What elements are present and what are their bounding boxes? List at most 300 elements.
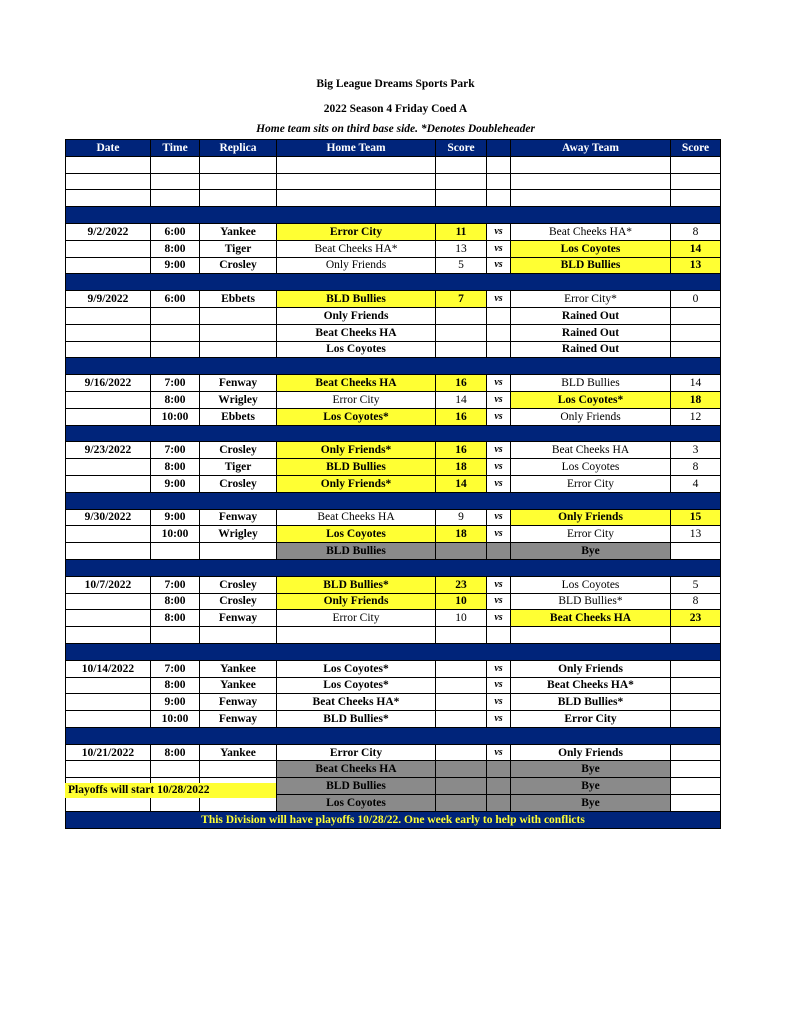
away-score-cell: 8 xyxy=(671,223,721,240)
date-cell xyxy=(66,761,151,778)
away-score-cell: 13 xyxy=(671,257,721,274)
empty-cell xyxy=(277,156,436,173)
home-team-cell: Beat Cheeks HA xyxy=(277,324,436,341)
replica-cell: Crosley xyxy=(200,442,277,459)
replica-cell: Ebbets xyxy=(200,408,277,425)
page-note: Home team sits on third base side. *Denotes Doubleheader xyxy=(256,123,535,135)
vs-cell xyxy=(487,324,511,341)
vs-cell: vs xyxy=(487,576,511,593)
vs-cell: vs xyxy=(487,593,511,610)
game-row xyxy=(66,694,721,711)
home-score-cell xyxy=(436,711,487,728)
separator-cell xyxy=(66,559,721,576)
away-team-cell: Los Coyotes* xyxy=(511,391,671,408)
away-team-cell: Rained Out xyxy=(511,307,671,324)
time-cell: 7:00 xyxy=(151,442,200,459)
time-cell xyxy=(151,543,200,560)
replica-cell: Crosley xyxy=(200,576,277,593)
empty-cell xyxy=(487,627,511,644)
separator-cell xyxy=(66,274,721,291)
away-team-cell: Error City* xyxy=(511,291,671,308)
col-header-time: Time xyxy=(151,140,200,157)
away-score-cell xyxy=(671,694,721,711)
bye-row xyxy=(66,543,721,560)
away-team-cell: BLD Bullies* xyxy=(511,694,671,711)
empty-cell xyxy=(277,627,436,644)
time-cell: 8:00 xyxy=(151,459,200,476)
game-row xyxy=(66,324,721,341)
away-score-cell: 4 xyxy=(671,475,721,492)
away-team-cell: Los Coyotes xyxy=(511,459,671,476)
date-cell: 9/23/2022 xyxy=(66,442,151,459)
replica-cell: Fenway xyxy=(200,610,277,627)
replica-cell: Tiger xyxy=(200,459,277,476)
time-cell: 6:00 xyxy=(151,223,200,240)
replica-cell: Fenway xyxy=(200,509,277,526)
away-team-cell: Rained Out xyxy=(511,324,671,341)
away-team-cell: Beat Cheeks HA* xyxy=(511,223,671,240)
home-score-cell: 16 xyxy=(436,442,487,459)
vs-cell: vs xyxy=(487,475,511,492)
game-row xyxy=(66,475,721,492)
home-score-cell xyxy=(436,677,487,694)
week-separator xyxy=(66,425,721,442)
empty-cell xyxy=(511,156,671,173)
game-row xyxy=(66,307,721,324)
home-team-cell: Los Coyotes* xyxy=(277,660,436,677)
replica-cell: Fenway xyxy=(200,711,277,728)
time-cell: 8:00 xyxy=(151,240,200,257)
vs-cell: vs xyxy=(487,526,511,543)
date-cell: 10/14/2022 xyxy=(66,660,151,677)
home-team-cell: Error City xyxy=(277,391,436,408)
game-row xyxy=(66,442,721,459)
home-team-cell: Los Coyotes* xyxy=(277,677,436,694)
home-score-cell xyxy=(436,744,487,761)
date-cell xyxy=(66,711,151,728)
empty-cell xyxy=(671,627,721,644)
week-separator xyxy=(66,207,721,224)
time-cell xyxy=(151,307,200,324)
replica-cell xyxy=(200,543,277,560)
game-row xyxy=(66,257,721,274)
vs-cell: vs xyxy=(487,291,511,308)
away-score-cell: 23 xyxy=(671,610,721,627)
away-score-cell xyxy=(671,711,721,728)
blank-row xyxy=(66,190,721,207)
time-cell: 7:00 xyxy=(151,375,200,392)
date-cell xyxy=(66,677,151,694)
empty-cell xyxy=(277,173,436,190)
date-cell: 9/2/2022 xyxy=(66,223,151,240)
home-score-cell: 14 xyxy=(436,391,487,408)
home-team-cell: Beat Cheeks HA xyxy=(277,509,436,526)
week-separator xyxy=(66,358,721,375)
vs-cell: vs xyxy=(487,442,511,459)
away-score-cell: 18 xyxy=(671,391,721,408)
empty-cell xyxy=(671,156,721,173)
home-team-cell: Error City xyxy=(277,610,436,627)
home-team-cell: BLD Bullies xyxy=(277,778,436,795)
blank-row xyxy=(66,627,721,644)
empty-cell xyxy=(436,627,487,644)
home-score-cell: 16 xyxy=(436,375,487,392)
page-title: Big League Dreams Sports Park xyxy=(316,78,475,90)
away-team-cell: Error City xyxy=(511,526,671,543)
date-cell: 9/30/2022 xyxy=(66,509,151,526)
home-score-cell: 11 xyxy=(436,223,487,240)
empty-cell xyxy=(487,173,511,190)
home-team-cell: Only Friends xyxy=(277,257,436,274)
replica-cell: Yankee xyxy=(200,677,277,694)
vs-cell: vs xyxy=(487,694,511,711)
home-team-cell: Beat Cheeks HA xyxy=(277,375,436,392)
date-cell xyxy=(66,694,151,711)
header-row xyxy=(66,140,721,157)
empty-cell xyxy=(511,190,671,207)
empty-cell xyxy=(436,190,487,207)
away-team-cell: Bye xyxy=(511,778,671,795)
away-score-cell: 0 xyxy=(671,291,721,308)
game-row xyxy=(66,526,721,543)
home-team-cell: BLD Bullies* xyxy=(277,711,436,728)
date-cell xyxy=(66,459,151,476)
footer-row xyxy=(66,811,721,828)
home-team-cell: Los Coyotes* xyxy=(277,408,436,425)
vs-cell: vs xyxy=(487,459,511,476)
game-row xyxy=(66,711,721,728)
week-separator xyxy=(66,492,721,509)
vs-cell: vs xyxy=(487,257,511,274)
empty-cell xyxy=(277,190,436,207)
empty-cell xyxy=(66,190,151,207)
away-team-cell: Error City xyxy=(511,475,671,492)
col-header-away-score: Score xyxy=(671,140,721,157)
away-team-cell: Los Coyotes xyxy=(511,576,671,593)
time-cell: 8:00 xyxy=(151,391,200,408)
time-cell xyxy=(151,341,200,358)
time-cell: 8:00 xyxy=(151,593,200,610)
schedule-table xyxy=(65,139,721,829)
away-team-cell: Only Friends xyxy=(511,509,671,526)
away-score-cell xyxy=(671,761,721,778)
date-cell xyxy=(66,341,151,358)
away-team-cell: BLD Bullies xyxy=(511,375,671,392)
home-score-cell xyxy=(436,660,487,677)
away-score-cell xyxy=(671,660,721,677)
week-separator xyxy=(66,274,721,291)
away-team-cell: Bye xyxy=(511,795,671,812)
away-score-cell xyxy=(671,307,721,324)
week-separator xyxy=(66,559,721,576)
away-team-cell: BLD Bullies* xyxy=(511,593,671,610)
date-cell: 10/7/2022 xyxy=(66,576,151,593)
away-team-cell: BLD Bullies xyxy=(511,257,671,274)
time-cell: 9:00 xyxy=(151,475,200,492)
home-team-cell: Beat Cheeks HA xyxy=(277,761,436,778)
game-row xyxy=(66,375,721,392)
col-header-home-team: Home Team xyxy=(277,140,436,157)
home-team-cell: Error City xyxy=(277,744,436,761)
home-team-cell: BLD Bullies xyxy=(277,459,436,476)
home-score-cell xyxy=(436,778,487,795)
away-team-cell: Rained Out xyxy=(511,341,671,358)
vs-cell: vs xyxy=(487,677,511,694)
home-score-cell xyxy=(436,761,487,778)
away-team-cell: Beat Cheeks HA* xyxy=(511,677,671,694)
home-score-cell: 10 xyxy=(436,610,487,627)
empty-cell xyxy=(487,156,511,173)
home-score-cell: 7 xyxy=(436,291,487,308)
away-team-cell: Only Friends xyxy=(511,660,671,677)
home-team-cell: Only Friends xyxy=(277,593,436,610)
vs-cell xyxy=(487,307,511,324)
playoffs-banner: This Division will have playoffs 10/28/22. One week early to help with conflicts xyxy=(66,811,721,828)
page-subtitle: 2022 Season 4 Friday Coed A xyxy=(323,103,468,115)
away-score-cell: 3 xyxy=(671,442,721,459)
replica-cell: Yankee xyxy=(200,660,277,677)
date-cell: 10/21/2022 xyxy=(66,744,151,761)
empty-cell xyxy=(66,156,151,173)
time-cell xyxy=(151,761,200,778)
away-team-cell: Error City xyxy=(511,711,671,728)
replica-cell: Crosley xyxy=(200,475,277,492)
replica-cell xyxy=(200,761,277,778)
replica-cell: Crosley xyxy=(200,257,277,274)
home-score-cell xyxy=(436,543,487,560)
away-score-cell xyxy=(671,795,721,812)
away-score-cell xyxy=(671,744,721,761)
vs-cell xyxy=(487,543,511,560)
date-cell xyxy=(66,391,151,408)
away-team-cell: Bye xyxy=(511,761,671,778)
away-team-cell: Beat Cheeks HA xyxy=(511,610,671,627)
home-team-cell: Los Coyotes xyxy=(277,341,436,358)
home-score-cell: 23 xyxy=(436,576,487,593)
vs-cell: vs xyxy=(487,240,511,257)
blank-row xyxy=(66,156,721,173)
date-cell xyxy=(66,543,151,560)
vs-cell xyxy=(487,795,511,812)
date-cell xyxy=(66,324,151,341)
game-row xyxy=(66,223,721,240)
time-cell: 9:00 xyxy=(151,694,200,711)
home-team-cell: Only Friends* xyxy=(277,475,436,492)
empty-cell xyxy=(151,156,200,173)
game-row xyxy=(66,610,721,627)
replica-cell: Wrigley xyxy=(200,391,277,408)
separator-cell xyxy=(66,727,721,744)
game-row xyxy=(66,341,721,358)
home-score-cell: 14 xyxy=(436,475,487,492)
away-team-cell: Only Friends xyxy=(511,744,671,761)
away-score-cell xyxy=(671,677,721,694)
col-header-home-score: Score xyxy=(436,140,487,157)
away-score-cell xyxy=(671,778,721,795)
vs-cell: vs xyxy=(487,375,511,392)
home-score-cell xyxy=(436,341,487,358)
time-cell: 8:00 xyxy=(151,744,200,761)
empty-cell xyxy=(200,190,277,207)
empty-cell xyxy=(436,173,487,190)
time-cell: 10:00 xyxy=(151,526,200,543)
away-team-cell: Only Friends xyxy=(511,408,671,425)
away-team-cell: Beat Cheeks HA xyxy=(511,442,671,459)
home-team-cell: Los Coyotes xyxy=(277,795,436,812)
blank-row xyxy=(66,173,721,190)
empty-cell xyxy=(200,627,277,644)
vs-cell: vs xyxy=(487,744,511,761)
schedule-body xyxy=(66,156,721,811)
away-score-cell: 5 xyxy=(671,576,721,593)
vs-cell xyxy=(487,778,511,795)
game-row xyxy=(66,408,721,425)
home-team-cell: BLD Bullies* xyxy=(277,576,436,593)
replica-cell: Wrigley xyxy=(200,526,277,543)
week-separator xyxy=(66,727,721,744)
col-header-vs xyxy=(487,140,511,157)
game-row xyxy=(66,391,721,408)
game-row xyxy=(66,660,721,677)
home-team-cell: Only Friends xyxy=(277,307,436,324)
time-cell: 8:00 xyxy=(151,677,200,694)
vs-cell: vs xyxy=(487,509,511,526)
away-score-cell xyxy=(671,341,721,358)
empty-cell xyxy=(151,627,200,644)
empty-cell xyxy=(671,190,721,207)
home-team-cell: Only Friends* xyxy=(277,442,436,459)
empty-cell xyxy=(66,627,151,644)
game-row xyxy=(66,677,721,694)
game-row xyxy=(66,291,721,308)
time-cell: 8:00 xyxy=(151,610,200,627)
away-score-cell xyxy=(671,543,721,560)
date-cell xyxy=(66,408,151,425)
away-team-cell: Bye xyxy=(511,543,671,560)
empty-cell xyxy=(487,190,511,207)
home-team-cell: Beat Cheeks HA* xyxy=(277,240,436,257)
empty-cell xyxy=(151,173,200,190)
col-header-date: Date xyxy=(66,140,151,157)
separator-cell xyxy=(66,358,721,375)
home-score-cell: 10 xyxy=(436,593,487,610)
game-row xyxy=(66,576,721,593)
away-team-cell: Los Coyotes xyxy=(511,240,671,257)
game-row xyxy=(66,240,721,257)
empty-cell xyxy=(200,173,277,190)
time-cell: 6:00 xyxy=(151,291,200,308)
empty-cell xyxy=(511,627,671,644)
home-team-cell: Beat Cheeks HA* xyxy=(277,694,436,711)
away-score-cell: 12 xyxy=(671,408,721,425)
home-score-cell: 13 xyxy=(436,240,487,257)
home-score-cell: 16 xyxy=(436,408,487,425)
replica-cell: Yankee xyxy=(200,744,277,761)
empty-cell xyxy=(511,173,671,190)
time-cell: 9:00 xyxy=(151,257,200,274)
away-score-cell: 14 xyxy=(671,375,721,392)
away-score-cell: 13 xyxy=(671,526,721,543)
home-score-cell xyxy=(436,795,487,812)
vs-cell: vs xyxy=(487,610,511,627)
separator-cell xyxy=(66,425,721,442)
home-team-cell: Los Coyotes xyxy=(277,526,436,543)
replica-cell: Fenway xyxy=(200,375,277,392)
home-score-cell xyxy=(436,694,487,711)
away-score-cell: 8 xyxy=(671,459,721,476)
vs-cell: vs xyxy=(487,408,511,425)
vs-cell: vs xyxy=(487,711,511,728)
col-header-away-team: Away Team xyxy=(511,140,671,157)
home-score-cell xyxy=(436,307,487,324)
vs-cell: vs xyxy=(487,391,511,408)
time-cell: 10:00 xyxy=(151,711,200,728)
time-cell: 9:00 xyxy=(151,509,200,526)
home-score-cell: 5 xyxy=(436,257,487,274)
home-score-cell: 18 xyxy=(436,459,487,476)
vs-cell xyxy=(487,761,511,778)
date-cell xyxy=(66,526,151,543)
time-cell: 7:00 xyxy=(151,576,200,593)
vs-cell: vs xyxy=(487,223,511,240)
week-separator xyxy=(66,643,721,660)
replica-cell: Crosley xyxy=(200,593,277,610)
date-cell xyxy=(66,475,151,492)
empty-cell xyxy=(200,156,277,173)
col-header-replica: Replica xyxy=(200,140,277,157)
replica-cell: Tiger xyxy=(200,240,277,257)
away-score-cell: 8 xyxy=(671,593,721,610)
game-row xyxy=(66,459,721,476)
replica-cell: Fenway xyxy=(200,694,277,711)
empty-cell xyxy=(436,156,487,173)
time-cell: 7:00 xyxy=(151,660,200,677)
away-score-cell: 14 xyxy=(671,240,721,257)
empty-cell xyxy=(671,173,721,190)
date-cell: 9/9/2022 xyxy=(66,291,151,308)
game-row xyxy=(66,593,721,610)
game-row xyxy=(66,744,721,761)
replica-cell xyxy=(200,341,277,358)
empty-cell xyxy=(151,190,200,207)
game-row xyxy=(66,509,721,526)
replica-cell xyxy=(200,324,277,341)
playoffs-start-note: Playoffs will start 10/28/2022 xyxy=(65,783,276,798)
vs-cell: vs xyxy=(487,660,511,677)
home-team-cell: BLD Bullies xyxy=(277,543,436,560)
away-score-cell: 15 xyxy=(671,509,721,526)
replica-cell: Yankee xyxy=(200,223,277,240)
separator-cell xyxy=(66,207,721,224)
empty-cell xyxy=(66,173,151,190)
vs-cell xyxy=(487,341,511,358)
time-cell xyxy=(151,324,200,341)
home-score-cell: 18 xyxy=(436,526,487,543)
replica-cell xyxy=(200,307,277,324)
date-cell xyxy=(66,593,151,610)
home-team-cell: BLD Bullies xyxy=(277,291,436,308)
date-cell: 9/16/2022 xyxy=(66,375,151,392)
separator-cell xyxy=(66,492,721,509)
separator-cell xyxy=(66,643,721,660)
date-cell xyxy=(66,307,151,324)
date-cell xyxy=(66,257,151,274)
home-team-cell: Error City xyxy=(277,223,436,240)
date-cell xyxy=(66,240,151,257)
replica-cell: Ebbets xyxy=(200,291,277,308)
bye-row xyxy=(66,761,721,778)
away-score-cell xyxy=(671,324,721,341)
